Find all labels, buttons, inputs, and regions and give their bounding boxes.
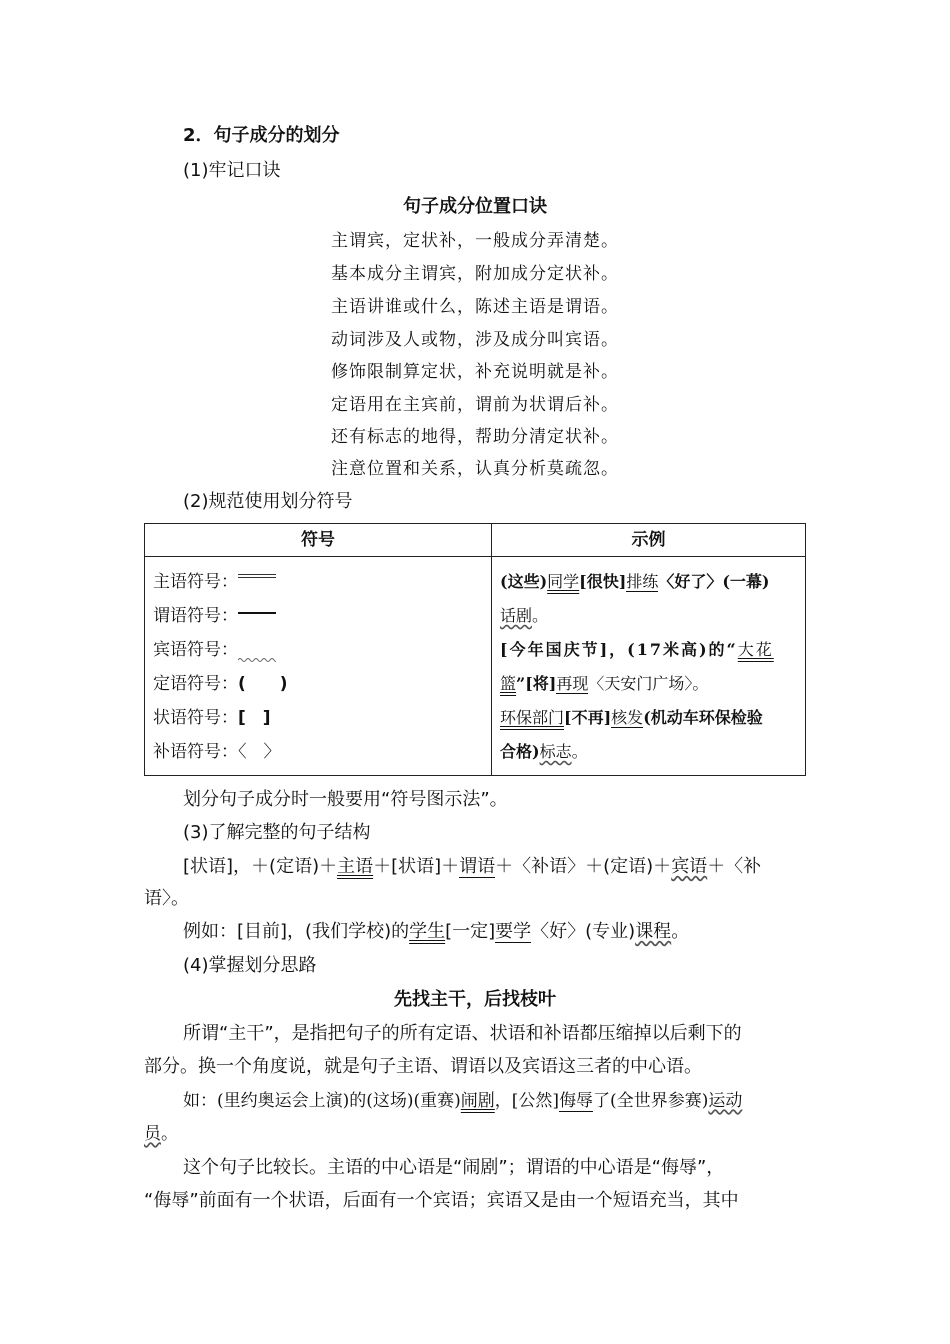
subject-word: 环保部门 [500, 708, 565, 727]
object-word: 运动 [708, 1091, 743, 1111]
predicate-word: 谓语 [459, 856, 496, 877]
example-line: 话剧。 [500, 606, 549, 625]
bracket-mark: [ ] [238, 708, 271, 728]
poem-line: 注意位置和关系，认真分析莫疏忽。 [331, 459, 619, 479]
example-cell [492, 557, 806, 776]
symbol-row-adverbial [153, 701, 483, 735]
paragraph-line: 部分。换一个角度说，就是句子主语、谓语以及宾语这三者的中心语。 [144, 1056, 702, 1077]
structure-line-cont: 语〉。 [144, 888, 189, 909]
symbol-row-object [153, 633, 483, 667]
example-sentence-2: 如：(里约奥运会上演)的(这场)(重赛)闹剧，[公然]侮辱了(全世界参赛)运动 [183, 1091, 743, 1111]
poem-line: 修饰限制算定状，补充说明就是补。 [331, 362, 619, 382]
method-title: 先找主干，后找枝叶 [394, 989, 556, 1010]
poem-line: 动词涉及人或物，涉及成分叫宾语。 [331, 330, 619, 350]
symbol-row-predicate [153, 599, 483, 633]
symbol-label: 宾语符号： [153, 640, 238, 660]
double-underline-mark [238, 574, 276, 578]
symbol-label: 主语符号： [153, 572, 238, 592]
section-heading: 2．句子成分的划分 [183, 125, 340, 146]
structure-line: [状语]，＋(定语)＋主语＋[状语]＋谓语＋〈补语〉＋(定语)＋宾语＋〈补 [183, 856, 762, 877]
object-word: 课程 [635, 921, 672, 942]
subject-word: 篮 [500, 674, 517, 693]
predicate-word: 核发 [611, 708, 644, 727]
predicate-word: 排练 [626, 572, 659, 591]
object-word: 员 [144, 1124, 161, 1144]
example-sentence: 例如：[目前]，(我们学校)的学生[一定]要学〈好〉(专业)课程。 [183, 921, 690, 942]
symbol-row-attributive [153, 667, 483, 701]
example-line: 合格)标志。 [500, 742, 588, 761]
predicate-word: 要学 [495, 921, 532, 942]
object-word: 话剧 [500, 606, 533, 625]
predicate-word: 侮辱 [559, 1091, 594, 1111]
symbol-table [144, 523, 806, 776]
symbol-row-subject [153, 565, 483, 599]
paragraph-line: 这个句子比较长。主语的中心语是“闹剧”；谓语的中心语是“侮辱”， [183, 1157, 725, 1178]
symbol-row-complement [153, 735, 483, 769]
symbol-label: 定语符号： [153, 674, 238, 694]
subject-word: 闹剧 [460, 1091, 495, 1111]
symbol-label: 补语符号： [153, 742, 238, 762]
paragraph-line: “侮辱”前面有一个状语，后面有一个宾语；宾语又是由一个短语充当，其中 [144, 1190, 739, 1211]
single-underline-mark [238, 606, 276, 614]
poem-line: 还有标志的地得，帮助分清定状补。 [331, 427, 619, 447]
poem-title: 句子成分位置口诀 [403, 196, 547, 217]
predicate-word: 再现 [556, 674, 589, 693]
subject-word: 大花 [737, 640, 774, 659]
subject-word: 学生 [409, 921, 446, 942]
example-line: (这些)同学[很快]排练〈好了〉(一幕) [500, 572, 770, 591]
parenthesis-mark: ( ) [238, 674, 288, 694]
paragraph-line: 所谓“主干”，是指把句子的所有定语、状语和补语都压缩掉以后剩下的 [183, 1023, 742, 1044]
sub-heading-2: (2)规范使用划分符号 [183, 491, 353, 512]
note-text: 划分句子成分时一般要用“符号图示法”。 [183, 789, 508, 810]
table-header-symbol: 符号 [145, 524, 492, 557]
poem-line: 主语讲谁或什么，陈述主语是谓语。 [331, 297, 619, 317]
example-line: 环保部门[不再]核发(机动车环保检验 [500, 708, 763, 727]
table-header-example: 示例 [492, 524, 806, 557]
poem-line: 基本成分主谓宾，附加成分定状补。 [331, 264, 619, 284]
sub-heading-1: (1)牢记口诀 [183, 160, 281, 181]
angle-bracket-mark: 〈 〉 [238, 742, 281, 762]
symbol-label: 状语符号： [153, 708, 238, 728]
wavy-underline-mark [238, 641, 276, 647]
poem-line: 主谓宾，定状补，一般成分弄清楚。 [331, 231, 619, 251]
example-line: 篮”[将]再现〈天安门广场〉。 [500, 674, 709, 693]
subject-word: 主语 [337, 856, 374, 877]
sub-heading-4: (4)掌握划分思路 [183, 955, 317, 976]
symbol-label: 谓语符号： [153, 606, 238, 626]
subject-word: 同学 [547, 572, 580, 591]
symbol-list-cell [145, 557, 492, 776]
object-word: 标志 [539, 742, 572, 761]
poem-line: 定语用在主宾前，谓前为状谓后补。 [331, 395, 619, 415]
example-sentence-2-cont: 员。 [144, 1124, 178, 1144]
example-line: [今年国庆节]，(17米高)的“大花 [500, 640, 774, 659]
sub-heading-3: (3)了解完整的句子结构 [183, 822, 371, 843]
object-word: 宾语 [671, 856, 708, 877]
